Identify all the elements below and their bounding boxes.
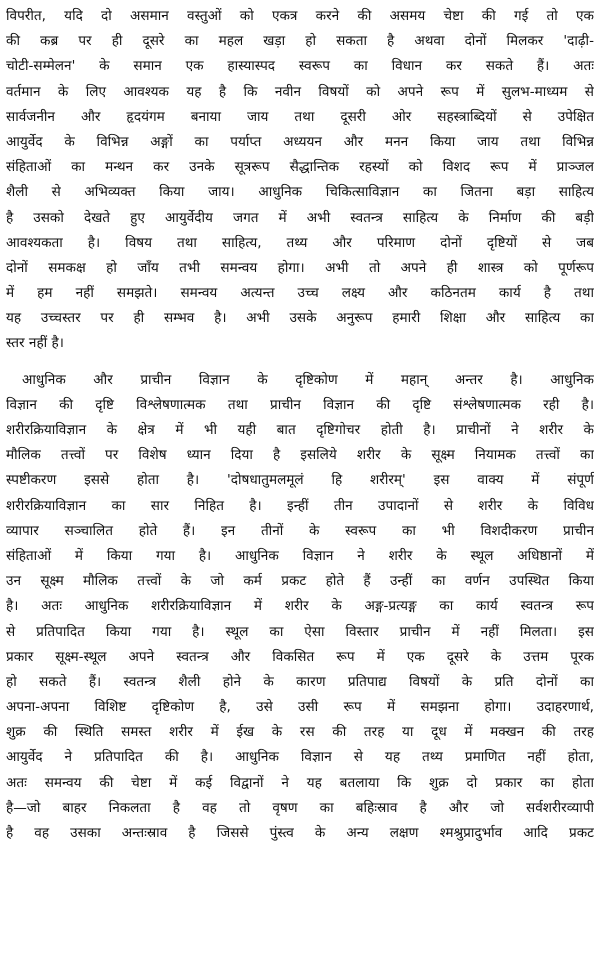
text-line: संहिताओं का मन्थन कर उनके सूत्ररूप सैद्धान्तिक रहस्यों को विशद रूप में प्राञ्जल (6, 159, 594, 176)
paragraph-gap (6, 357, 594, 368)
paragraph-2 (6, 368, 594, 847)
text-line: मौलिक तत्त्वों पर विशेष ध्यान दिया है इसलिये शरीर के सूक्ष्म नियामक तत्त्वों का (6, 447, 594, 464)
text-line: प्रकार सूक्ष्म-स्थूल अपने स्वतन्त्र और विकसित रूप में एक दूसरे के उत्तम पूरक (6, 648, 594, 665)
text-line: संहिताओं में किया गया है। आधुनिक विज्ञान ने शरीर के स्थूल अधिष्ठानों में (6, 547, 594, 564)
text-line: विपरीत, यदि दो असमान वस्तुओं को एकत्र करने की असमय चेष्टा की गई तो एक (6, 8, 594, 24)
text-line: है। अतः आधुनिक शरीरक्रियाविज्ञान में शरीर के अङ्ग-प्रत्यङ्ग का कार्य स्वतन्त्र रूप (6, 598, 594, 615)
text-line: है उसको देखते हुए आयुर्वेदीय जगत में अभी स्वतन्त्र साहित्य के निर्माण की बड़ी (6, 209, 594, 226)
text-line: हो सकते हैं। स्वतन्त्र शैली होने के कारण प्रतिपाद्य विषयों के प्रति दोनों का (6, 673, 594, 690)
text-line: यह उच्चस्तर पर ही सम्भव है। अभी उसके अनुरूप हमारी शिक्षा और साहित्य का (6, 310, 594, 327)
text-line: आधुनिक और प्राचीन विज्ञान के दृष्टिकोण में महान् अन्तर है। आधुनिक (22, 371, 594, 388)
text-line: में हम नहीं समझते। समन्वय अत्यन्त उच्च लक्ष्य और कठिनतम कार्य है तथा (6, 285, 594, 302)
text-line: विज्ञान की दृष्टि विश्लेषणात्मक तथा प्राचीन विज्ञान की दृष्टि संश्लेषणात्मक रही है। (6, 396, 594, 413)
text-line: स्पष्टीकरण इससे होता है। 'दोषधातुमलमूलं हि शरीरम्' इस वाक्य में संपूर्ण (6, 472, 594, 489)
text-line: दोनों समकक्ष हो जाँय तभी समन्वय होगा। अभी तो अपने ही शास्त्र को पूर्णरूप (6, 259, 594, 276)
text-line: सार्वजनीन और हृदयंगम बनाया जाय तथा दूसरी ओर सहस्त्राब्दियों से उपेक्षित (6, 108, 594, 125)
text-line: अतः समन्वय की चेष्टा में कई विद्वानों ने यह बतलाया कि शुक्र दो प्रकार का होता (6, 774, 594, 791)
paragraph-1 (6, 4, 594, 357)
text-line: है—जो बाहर निकलता है वह तो वृषण का बहिःस्राव है और जो सर्वशरीरव्यापी (6, 799, 594, 816)
text-line: है वह उसका अन्तःस्राव है जिससे पुंस्त्व के अन्य लक्षण श्मश्रुप्रादुर्भाव आदि प्रकट (6, 825, 594, 841)
text-line: उन सूक्ष्म मौलिक तत्त्वों के जो कर्म प्रकट होते हैं उन्हीं का वर्णन उपस्थित किया (6, 573, 594, 590)
text-line: शैली से अभिव्यक्त किया जाय। आधुनिक चिकित्साविज्ञान का जितना बड़ा साहित्य (6, 184, 594, 201)
text-line: वर्तमान के लिए आवश्यक यह है कि नवीन विषयों को अपने रूप में सुलभ-माध्यम से (6, 83, 594, 100)
text-line: की कब्र पर ही दूसरे का महल खड़ा हो सकता है अथवा दोनों मिलकर 'दाढ़ी- (6, 33, 594, 50)
text-line: व्यापार सञ्चालित होते हैं। इन तीनों के स्वरूप का भी विशदीकरण प्राचीन (6, 522, 594, 539)
text-line: से प्रतिपादित किया गया है। स्थूल का ऐसा विस्तार प्राचीन में नहीं मिलता। इस (6, 623, 594, 640)
text-line: स्तर नहीं है। (6, 335, 64, 352)
text-line: चोटी-सम्मेलन' के समान एक हास्यास्पद स्वरूप का विधान कर सकते हैं। अतः (6, 58, 594, 75)
text-line: शुक्र की स्थिति समस्त शरीर में ईख के रस की तरह या दूध में मक्खन की तरह (6, 724, 594, 741)
text-line: शरीरक्रियाविज्ञान का सार निहित है। इन्हीं तीन उपादानों से शरीर के विविध (6, 497, 594, 514)
text-line: शरीरक्रियाविज्ञान के क्षेत्र में भी यही बात दृष्टिगोचर होती है। प्राचीनों ने शरीर के (6, 422, 594, 438)
text-line: आयुर्वेद के विभिन्न अङ्गों का पर्याप्त अध्ययन और मनन किया जाय तथा विभिन्न (6, 133, 594, 150)
text-line: आयुर्वेद ने प्रतिपादित की है। आधुनिक विज्ञान से यह तथ्य प्रमाणित नहीं होता, (6, 749, 594, 766)
text-line: आवश्यकता है। विषय तथा साहित्य, तथ्य और परिमाण दोनों दृष्टियों से जब (6, 234, 594, 251)
text-line: अपना-अपना विशिष्ट दृष्टिकोण है, उसे उसी रूप में समझना होगा। उदाहरणार्थ, (6, 699, 594, 716)
